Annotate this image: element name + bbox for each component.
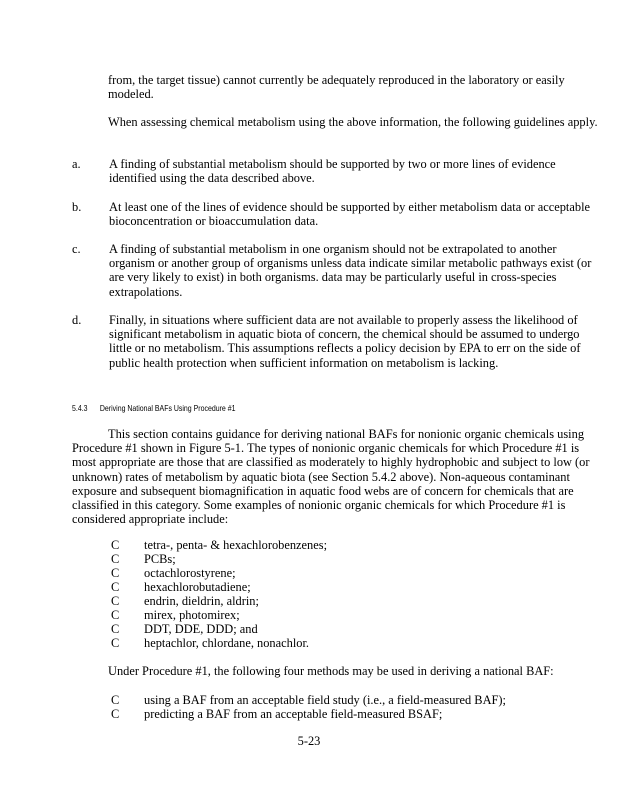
section-heading bbox=[72, 401, 235, 415]
page-number: 5-23 bbox=[297, 734, 321, 748]
list-item: hexachlorobutadiene; bbox=[144, 580, 251, 594]
list-item: PCBs; bbox=[144, 552, 176, 566]
guideline-marker: a. bbox=[72, 157, 81, 171]
guideline-text: At least one of the lines of evidence should be supported by either metabolism data or acceptable bioconcentration or bioaccumulation data. bbox=[109, 200, 591, 229]
guideline-marker: c. bbox=[72, 242, 81, 256]
section-paragraph: This section contains guidance for deriving national BAFs for nonionic organic chemicals using Procedure #1 shown in Figure 5-1. The types of nonionic organic chemicals for which Procedure #1 is most appropriate are those that are classified as moderately to highly hydrophobic and subject to low (or unknown) rates of metabolism by aquatic biota (see Section 5.4.2 above). Non-aqueous contaminant exposure and subsequent biomagnification in aquatic food webs are of concern for chemicals that are classified in this category. Some examples of nonionic organic chemicals for which Procedure #1 is considered appropriate include: bbox=[72, 427, 590, 527]
intro-continuation: from, the target tissue) cannot currently be adequately reproduced in the laboratory or easily modeled. bbox=[108, 73, 565, 102]
list-item: predicting a BAF from an acceptable field-measured BSAF; bbox=[144, 707, 443, 721]
guideline-text: Finally, in situations where sufficient data are not available to properly assess the likelihood of significant metabolism in aquatic biota of concern, the chemical should be assumed to undergo little or no metabolism. This assumptions reflects a policy decision by EPA to err on the side of public health protection when sufficient information on metabolism is lacking. bbox=[109, 313, 581, 370]
list-item: tetra-, penta- & hexachlorobenzenes; bbox=[144, 538, 328, 552]
methods-intro: Under Procedure #1, the following four methods may be used in deriving a national BAF: bbox=[108, 664, 554, 678]
list-item: heptachlor, chlordane, nonachlor. bbox=[144, 636, 309, 650]
bullet-symbol: C bbox=[111, 552, 120, 566]
bullet-symbol: C bbox=[111, 636, 120, 650]
bullet-symbol: C bbox=[111, 622, 120, 636]
bullet-symbol: C bbox=[111, 707, 120, 721]
list-item: endrin, dieldrin, aldrin; bbox=[144, 594, 259, 608]
guideline-marker: b. bbox=[72, 200, 82, 214]
bullet-symbol: C bbox=[111, 580, 120, 594]
bullet-symbol: C bbox=[111, 566, 120, 580]
section-number: 5.4.3 bbox=[72, 403, 88, 413]
list-item: mirex, photomirex; bbox=[144, 608, 240, 622]
list-item: octachlorostyrene; bbox=[144, 566, 236, 580]
bullet-symbol: C bbox=[111, 608, 120, 622]
section-title: Deriving National BAFs Using Procedure #1 bbox=[99, 403, 236, 413]
bullet-symbol: C bbox=[111, 594, 120, 608]
list-item: DDT, DDE, DDD; and bbox=[144, 622, 258, 636]
bullet-symbol: C bbox=[111, 693, 120, 707]
bullet-symbol: C bbox=[111, 538, 120, 552]
guideline-marker: d. bbox=[72, 313, 82, 327]
guideline-text: A finding of substantial metabolism should be supported by two or more lines of evidence identified using the data described above. bbox=[109, 157, 556, 186]
list-item: using a BAF from an acceptable field study (i.e., a field-measured BAF); bbox=[144, 693, 506, 707]
guideline-text: A finding of substantial metabolism in one organism should not be extrapolated to another organism or another group of organisms unless data indicate similar metabolic pathways exist (or are very likely to exist) in both organisms. data may be particularly useful in cross-species extrapolations. bbox=[109, 242, 592, 299]
guidelines-intro: When assessing chemical metabolism using the above information, the following guidelines apply. bbox=[108, 115, 598, 129]
